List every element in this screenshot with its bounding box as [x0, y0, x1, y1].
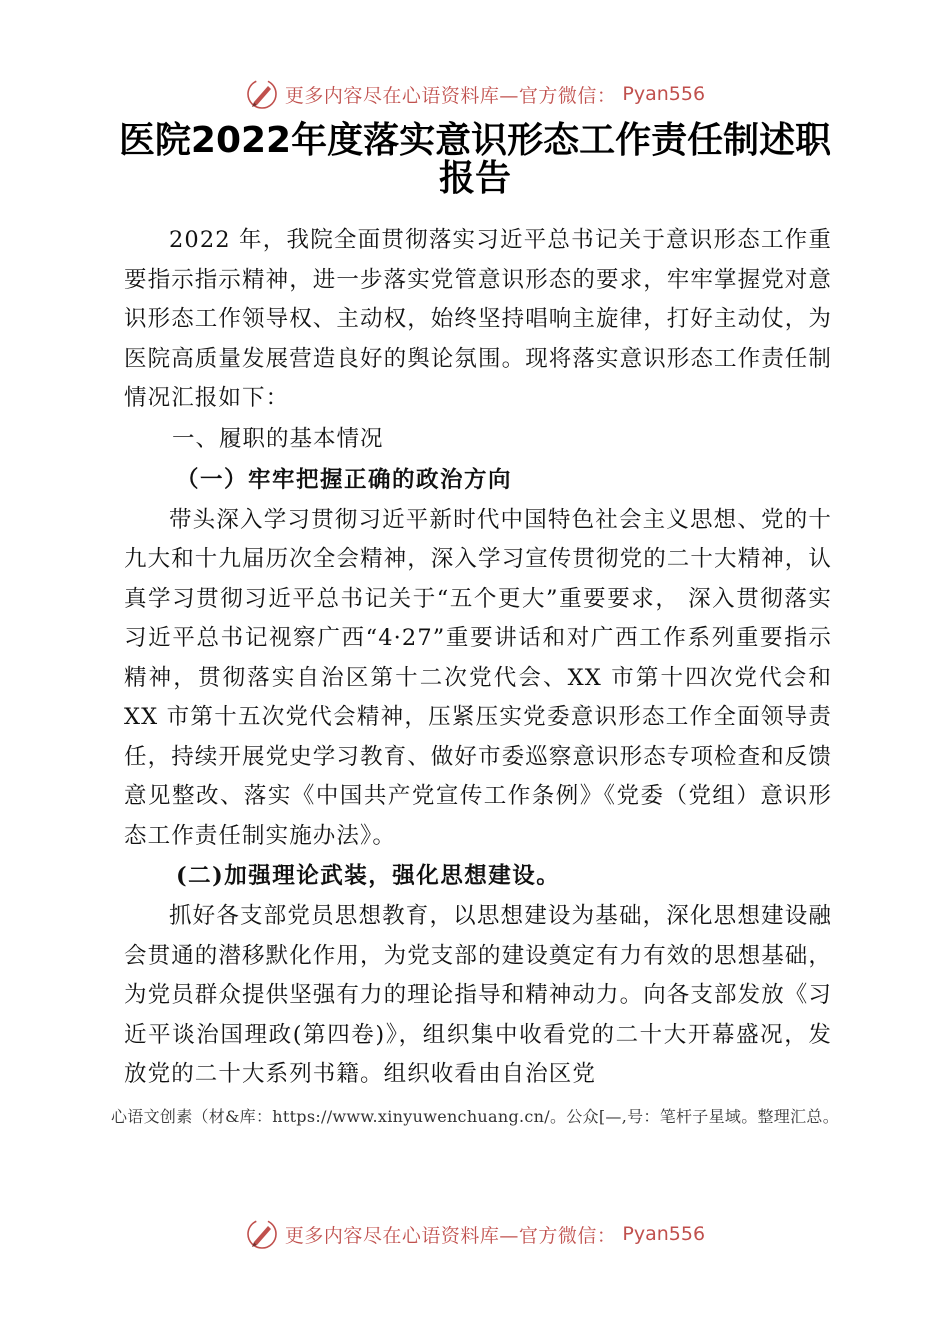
subsection-heading-1: （一）牢牢把握正确的政治方向 [176, 466, 513, 493]
subsection-heading-2: (二)加强理论武装，强化思想建设。 [176, 863, 561, 889]
watermark-handle: Pyan556 [622, 83, 706, 105]
document-body [124, 221, 832, 1095]
watermark-text: 更多内容尽在心语资料库—官方微信： [284, 84, 617, 107]
brush-pen-logo-icon [245, 77, 279, 111]
watermark-footer [0, 1214, 950, 1254]
subsection-1-paragraph: 带头深入学习贯彻习近平新时代中国特色社会主义思想、党的十九大和十九届历次全会精神，深入学习宣传贯彻党的二十大精神，认真学习贯彻习近平总书记关于“五个更大”重要要求， 深入贯彻落实习近平总书记视察广西“4·27”重要讲话和对广西工作系列重要指示精神，贯彻落实自治区第十二次党代会、XX 市第十四次党代会和 XX 市第十五次党代会精神，压紧压实党委意识形态工作全面领导责任，持续开展党史学习教育、做好市委巡察意识形态专项检查和反馈意见整改、落实《中国共产党宣传工作条例》《党委（党组）意识形态工作责任制实施办法》。 [124, 506, 833, 849]
section-heading-1: 一、履职的基本情况 [172, 425, 384, 452]
watermark-handle: Pyan556 [622, 1223, 706, 1245]
brush-pen-logo-icon [245, 1217, 279, 1251]
watermark-header [0, 74, 950, 114]
intro-paragraph: 2022 年，我院全面贯彻落实习近平总书记关于意识形态工作重要指示指示精神，进一步落实党管意识形态的要求，牢牢掌握党对意识形态工作领导权、主动权，始终坚持唱响主旋律，打好主动仗，为医院高质量发展营造良好的舆论氛围。现将落实意识形态工作责任制情况汇报如下： [124, 227, 833, 411]
watermark-text: 更多内容尽在心语资料库—官方微信： [284, 1224, 617, 1247]
source-footer: 心语文创素（材&库：https://www.xinyuwenchuang.cn/。公众[—,号：笔杆子星域。整理汇总。 [111, 1107, 839, 1126]
document-title: 医院2022年度落实意识形态工作责任制述职报告 [118, 120, 832, 199]
subsection-2-paragraph: 抓好各支部党员思想教育，以思想建设为基础，深化思想建设融会贯通的潜移默化作用，为党支部的建设奠定有力有效的思想基础，为党员群众提供坚强有力的理论指导和精神动力。向各支部发放《习近平谈治国理政(第四卷)》，组织集中收看党的二十大开幕盛况，发放党的二十大系列书籍。组织收看由自治区党 [124, 903, 833, 1087]
